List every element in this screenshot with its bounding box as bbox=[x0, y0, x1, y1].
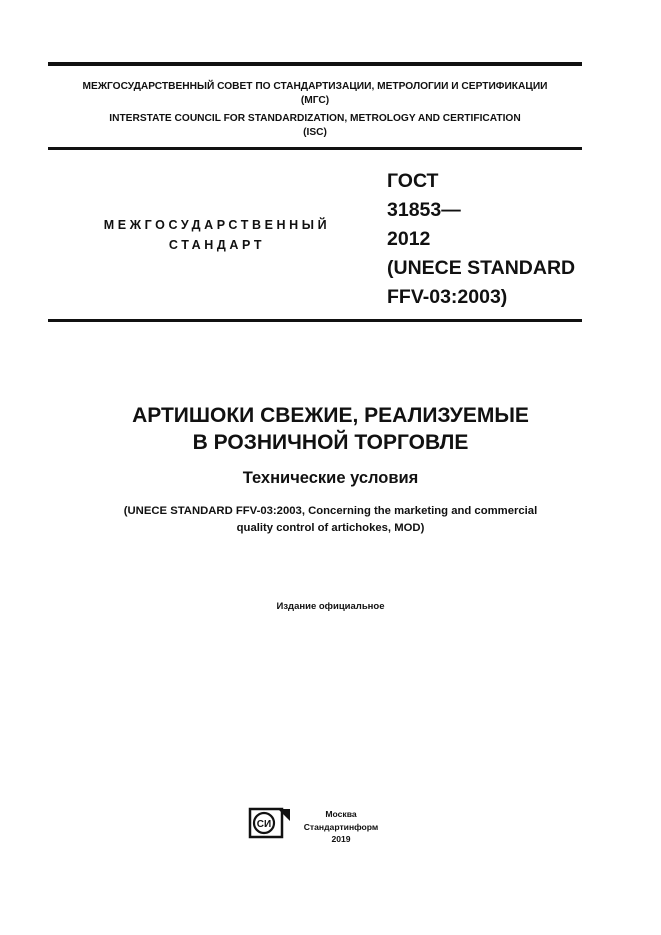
standard-kind-line2: СТАНДАРТ bbox=[168, 238, 266, 252]
standartinform-logo-icon bbox=[248, 806, 292, 840]
header-rule bbox=[48, 147, 582, 150]
document-title bbox=[48, 402, 613, 456]
council-name-en bbox=[48, 112, 582, 140]
imprint-year: 2019 bbox=[331, 834, 351, 844]
publisher-imprint bbox=[296, 808, 386, 846]
imprint-publisher: Стандартинформ bbox=[303, 821, 379, 832]
council-abbr-en: (ISC) bbox=[303, 127, 327, 138]
designation-line: ГОСТ bbox=[387, 170, 439, 192]
standard-designation bbox=[387, 167, 587, 312]
international-reference bbox=[48, 503, 613, 537]
document-subtitle: Технические условия bbox=[242, 469, 419, 487]
standard-kind bbox=[82, 215, 352, 255]
designation-line: 2012 bbox=[387, 228, 431, 250]
imprint-city: Москва bbox=[325, 809, 357, 819]
council-name-en-line1: INTERSTATE COUNCIL FOR STANDARDIZATION, METROLOGY AND CERTIFICATION bbox=[109, 113, 521, 124]
council-name-ru-line1: МЕЖГОСУДАРСТВЕННЫЙ СОВЕТ ПО СТАНДАРТИЗАЦИИ, МЕТРОЛОГИИ И СЕРТИФИКАЦИИ bbox=[82, 81, 548, 92]
document-title-line1: АРТИШОКИ СВЕЖИЕ, РЕАЛИЗУЕМЫЕ bbox=[132, 404, 529, 427]
logo-text: СИ bbox=[256, 819, 272, 830]
top-rule bbox=[48, 62, 582, 66]
council-name-ru bbox=[48, 80, 582, 108]
international-reference-line2: quality control of artichokes, MOD) bbox=[236, 522, 425, 534]
international-reference-line1: (UNECE STANDARD FFV-03:2003, Concerning the marketing and commercial bbox=[123, 505, 538, 517]
standard-kind-line1: МЕЖГОСУДАРСТВЕННЫЙ bbox=[103, 218, 331, 232]
designation-rule bbox=[48, 319, 582, 322]
edition-label: Издание официальное bbox=[276, 601, 385, 612]
council-abbr-ru: (МГС) bbox=[300, 95, 330, 106]
designation-line: 31853— bbox=[387, 199, 461, 221]
document-title-line2: В РОЗНИЧНОЙ ТОРГОВЛЕ bbox=[192, 431, 469, 454]
designation-line: FFV-03:2003) bbox=[387, 286, 508, 308]
designation-line: (UNECE STANDARD bbox=[387, 257, 576, 279]
